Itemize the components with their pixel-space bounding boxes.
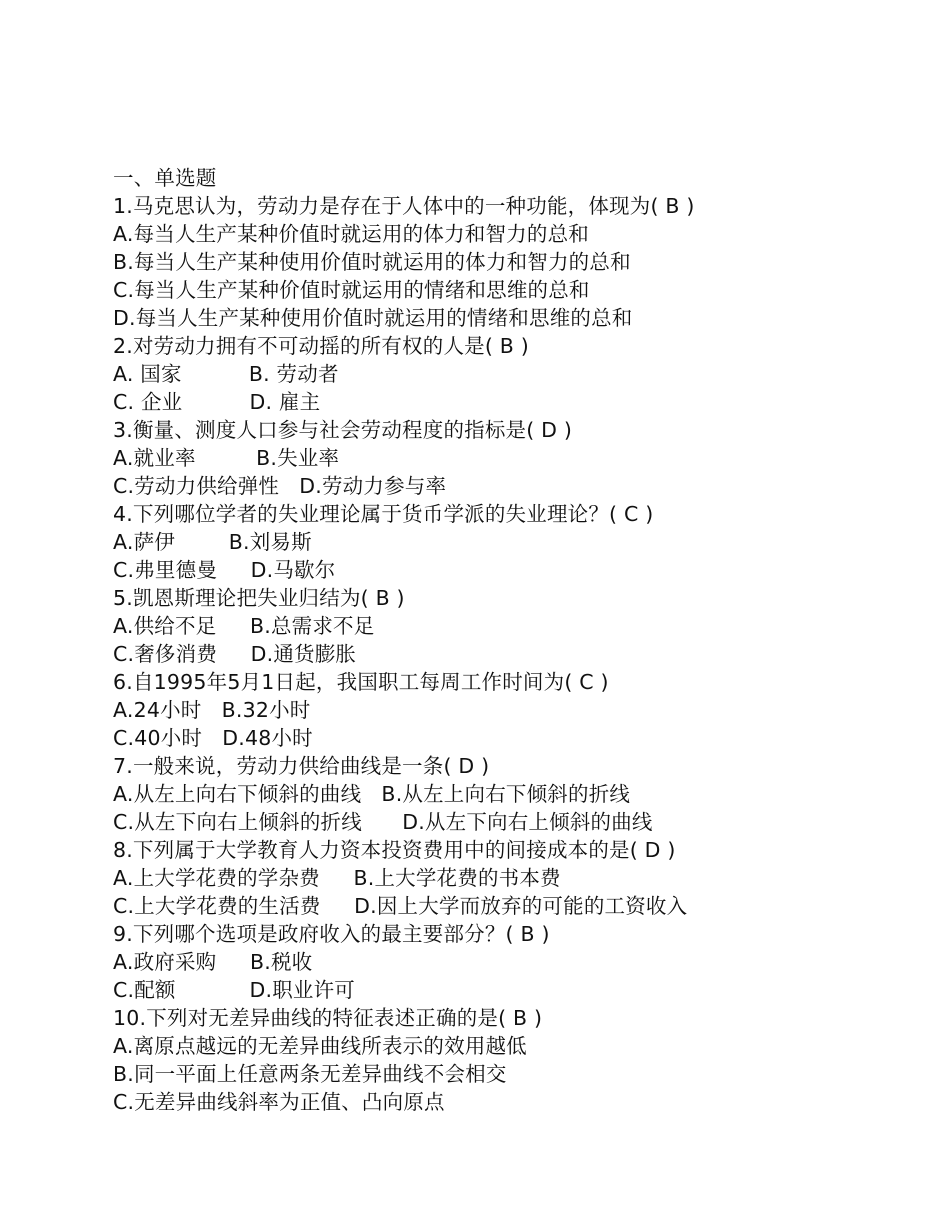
- question-9-options-cd: C.配额 D.职业许可: [113, 978, 356, 1002]
- question-1-option-b: B.每当人生产某种使用价值时就运用的体力和智力的总和: [113, 250, 631, 274]
- question-4: 4.下列哪位学者的失业理论属于货币学派的失业理论？( C ): [113, 502, 654, 526]
- question-3: 3.衡量、测度人口参与社会劳动程度的指标是( D ): [113, 418, 573, 442]
- question-7-options-ab: A.从左上向右下倾斜的曲线 B.从左上向右下倾斜的折线: [113, 782, 631, 806]
- question-5: 5.凯恩斯理论把失业归结为( B ): [113, 586, 405, 610]
- question-1-option-c: C.每当人生产某种价值时就运用的情绪和思维的总和: [113, 278, 590, 302]
- question-6-options-cd: C.40小时 D.48小时: [113, 726, 313, 750]
- question-10: 10.下列对无差异曲线的特征表述正确的是( B ): [113, 1006, 543, 1030]
- question-3-options-ab: A.就业率 B.失业率: [113, 446, 340, 470]
- question-7-options-cd: C.从左下向右上倾斜的折线 D.从左下向右上倾斜的曲线: [113, 810, 653, 834]
- question-2-options-cd: C. 企业 D. 雇主: [113, 390, 321, 414]
- question-3-options-cd: C.劳动力供给弹性 D.劳动力参与率: [113, 474, 447, 498]
- question-7: 7.一般来说，劳动力供给曲线是一条( D ): [113, 754, 490, 778]
- question-2-options-ab: A. 国家 B. 劳动者: [113, 362, 339, 386]
- question-2: 2.对劳动力拥有不可动摇的所有权的人是( B ): [113, 334, 529, 358]
- question-1-option-a: A.每当人生产某种价值时就运用的体力和智力的总和: [113, 222, 589, 246]
- question-9-options-ab: A.政府采购 B.税收: [113, 950, 313, 974]
- question-10-option-c: C.无差异曲线斜率为正值、凸向原点: [113, 1090, 445, 1114]
- section-heading: 一、单选题: [113, 166, 217, 190]
- question-8-options-ab: A.上大学花费的学杂费 B.上大学花费的书本费: [113, 866, 561, 890]
- question-8-options-cd: C.上大学花费的生活费 D.因上大学而放弃的可能的工资收入: [113, 894, 688, 918]
- question-5-options-ab: A.供给不足 B.总需求不足: [113, 614, 375, 638]
- question-5-options-cd: C.奢侈消费 D.通货膨胀: [113, 642, 357, 666]
- question-10-option-b: B.同一平面上任意两条无差异曲线不会相交: [113, 1062, 507, 1086]
- question-4-options-cd: C.弗里德曼 D.马歇尔: [113, 558, 336, 582]
- question-1-option-d: D.每当人生产某种使用价值时就运用的情绪和思维的总和: [113, 306, 633, 330]
- question-9: 9.下列哪个选项是政府收入的最主要部分？( B ): [113, 922, 550, 946]
- question-4-options-ab: A.萨伊 B.刘易斯: [113, 530, 312, 554]
- question-6: 6.自1995年5月1日起，我国职工每周工作时间为( C ): [113, 670, 609, 694]
- question-8: 8.下列属于大学教育人力资本投资费用中的间接成本的是( D ): [113, 838, 676, 862]
- document-page: [113, 164, 933, 1116]
- question-1: 1.马克思认为，劳动力是存在于人体中的一种功能，体现为( B ): [113, 194, 695, 218]
- question-6-options-ab: A.24小时 B.32小时: [113, 698, 311, 722]
- question-10-option-a: A.离原点越远的无差异曲线所表示的效用越低: [113, 1034, 527, 1058]
